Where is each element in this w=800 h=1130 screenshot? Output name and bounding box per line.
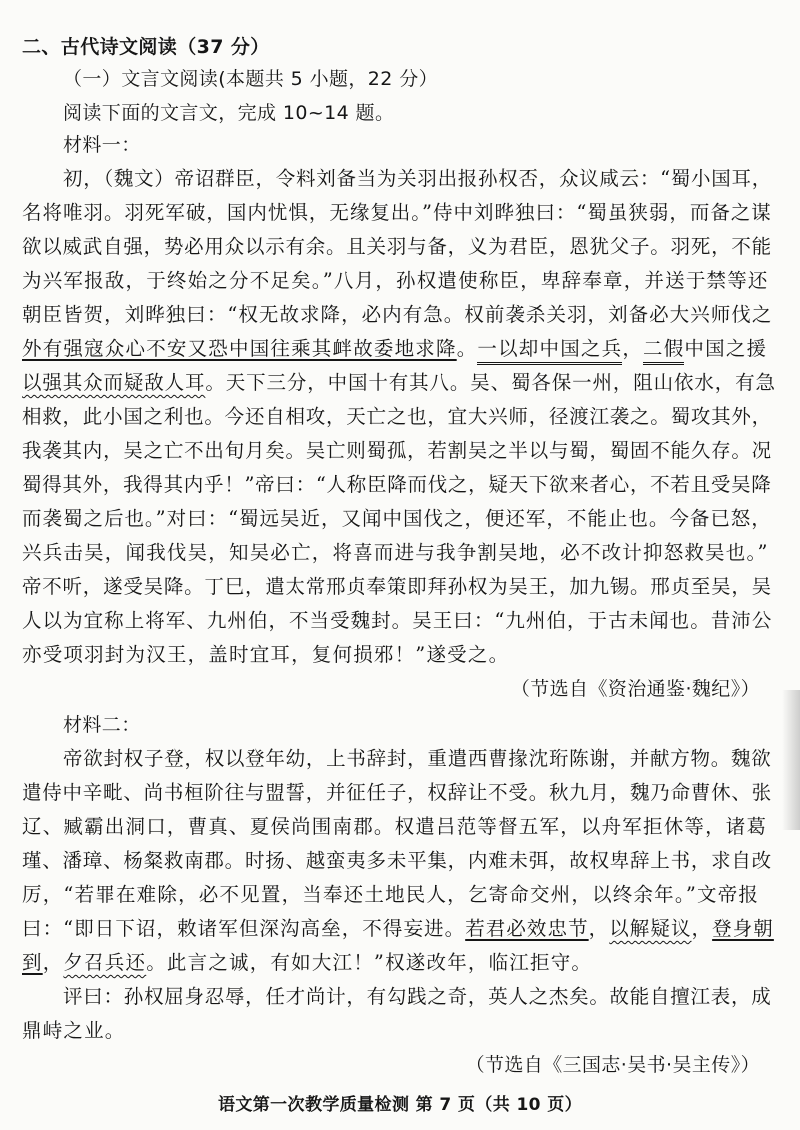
paragraph-line: 瑾、潘璋、杨粲救南郡。时扬、越蛮夷多未平集，内难未弭，故权卑辞上书，求自改 [22,849,772,872]
paragraph-line: 遣侍中辛毗、尚书桓阶往与盟誓，并征任子，权辞让不受。秋九月，魏乃命曹休、张 [22,781,772,804]
underlined-phrase: 到 [22,951,43,974]
paragraph-line: 帝不听，遂受吴降。丁巳，遣太常邢贞奉策即拜孙权为吴王，加九锡。邢贞至吴，吴 [22,575,772,598]
paragraph-line-annotated: 到，夕召兵还。此言之诚，有如大江！”权遂改年，临江拒守。 [22,951,593,974]
section-heading: 二、古代诗文阅读（37 分） [22,36,270,58]
paragraph-line: 帝欲封权子登，权以登年幼，上书辞封，重遣西曹掾沈珩陈谢，并献方物。魏欲 [63,747,772,770]
paragraph-line: 人以为宜称上将军、九州伯，不当受魏封。吴王曰：“九州伯，于古未闻也。昔沛公 [22,609,773,632]
paragraph-line-annotated: 外有强寇众心不安又恐中国往乘其衅故委地求降。一以却中国之兵，二假中国之援 [22,336,767,362]
source-citation: （节选自《资治通鉴·魏纪》） [510,678,760,700]
paragraph-line: 我袭其内，吴之亡不出旬月矣。吴亡则蜀孤，若割吴之半以与蜀，蜀固不能久存。况 [22,439,772,462]
wavy-underlined-phrase: 以解疑议 [609,917,692,940]
paragraph-line-annotated: 曰：“即日下诏，敕诸军但深沟高垒，不得妄进。若君必效忠节，以解疑议，登身朝 [22,917,774,940]
paragraph-line: 兴兵击吴，闻我伐吴，知吴必亡，将喜而进与我争割吴地，必不改计抑怒救吴也。” [22,541,769,564]
paragraph-line: 初，（魏文）帝诏群臣，令料刘备当为关羽出报孙权否，众议咸云：“蜀小国耳， [63,167,772,190]
source-citation: （节选自《三国志·吴书·吴主传》） [465,1054,760,1076]
paragraph-line: 相救，此小国之利也。今还自相攻，天亡之也，宜大兴师，径渡江袭之。蜀攻其外， [22,405,772,428]
underlined-phrase: 登身朝 [712,917,774,940]
paragraph-line: 辽、臧霸出洞口，曹真、夏侯尚围南郡。权遣吕范等督五军，以舟军拒休等，诸葛 [22,815,768,838]
paragraph-line: 而袭蜀之后也。”对曰：“蜀远吴近，又闻中国伐之，便还军，不能止也。今备已怒， [22,507,772,530]
material-two-label: 材料二： [63,714,141,736]
paragraph-line: 亦受项羽封为汉王，盖时宜耳，复何损邪！”遂受之。 [22,643,510,666]
paragraph-line: 鼎峙之业。 [22,1019,126,1042]
material-one-label: 材料一： [63,134,141,156]
paragraph-line: 厉，“若罪在难除，必不见置，当奉还土地民人，乞寄命交州，以终余年。”文帝报 [22,883,760,906]
paragraph-line: 朝臣皆贺，刘晔独曰：“权无故求降，必内有急。权前袭杀关羽，刘备必大兴师伐之 [22,303,773,326]
paragraph-line: 评曰：孙权屈身忍辱，任才尚计，有勾践之奇，英人之杰矣。故能自擅江表，成 [63,985,772,1008]
underlined-sentence: 外有强寇众心不安又恐中国往乘其衅故委地求降 [22,337,457,360]
wavy-underlined-phrase: 夕召兵还 [63,951,147,974]
scan-edge-shadow [782,690,800,830]
paragraph-line: 名将唯羽。羽死军破，国内忧惧，无缘复出。”侍中刘晔独曰：“蜀虽狭弱，而备之谋 [22,201,772,224]
double-underlined-phrase: 一以却中国之兵 [477,337,622,365]
paragraph-line: 欲以威武自强，势必用众以示有余。且关羽与备，义为君臣，恩犹父子。羽死，不能 [22,235,772,258]
paragraph-line-annotated: 以强其众而疑敌人耳。天下三分，中国十有其八。吴、蜀各保一州，阻山依水，有急 [22,371,776,394]
paragraph-line: 为兴军报敌，于终始之分不足矣。”八月，孙权遣使称臣，卑辞奉章，并送于禁等还 [22,269,769,292]
sub-heading: （一）文言文阅读(本题共 5 小题，22 分） [63,68,438,90]
double-underlined-phrase: 二假 [643,337,684,365]
paragraph-line: 蜀得其外，我得其内乎！”帝曰：“人称臣降而伐之，疑天下欲来者心，不若且受吴降 [22,473,772,496]
underlined-phrase: 若君必效忠节 [465,917,589,940]
wavy-underlined-phrase: 以强其众而疑敌人耳 [22,371,206,394]
page-footer: 语文第一次教学质量检测 第 7 页（共 10 页） [217,1095,583,1115]
instruction-text: 阅读下面的文言文，完成 10~14 题。 [63,102,395,124]
